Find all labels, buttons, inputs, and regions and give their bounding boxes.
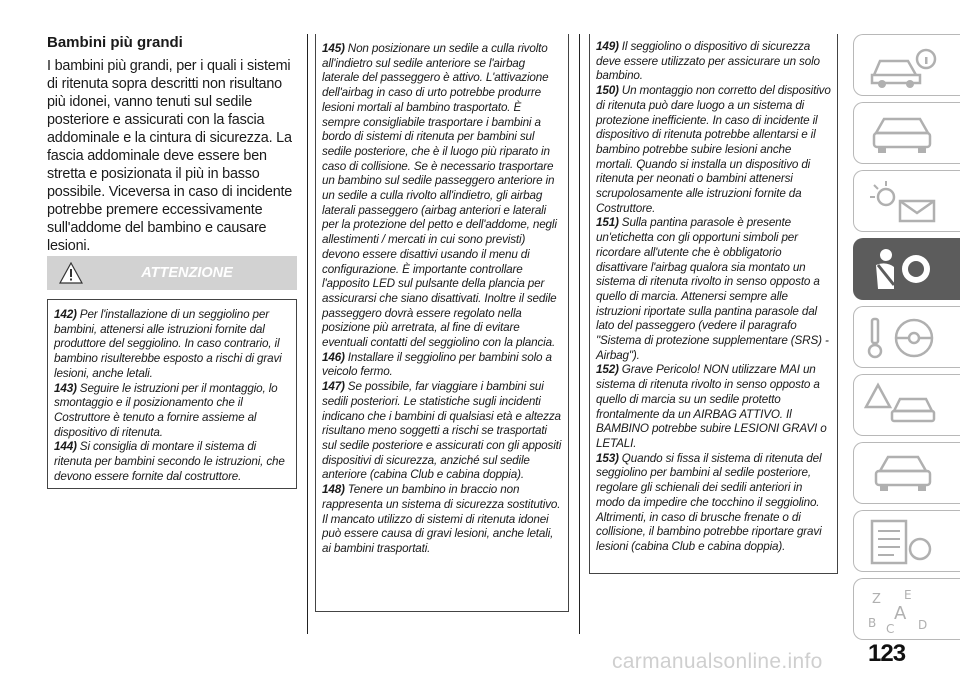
note-text: Grave Pericolo! NON utilizzare MAI un sistema di ritenuta rivolto in senso opposto a quello di marcia su un sedile protetto frontalmente da un AIRBAG ATTIVO. Il BAMBINO potrebbe subire LESIONI GRAVI o LETALI. (596, 363, 827, 450)
note-151 (596, 216, 831, 363)
tab-car-service[interactable] (853, 442, 960, 504)
note-text: Il seggiolino o dispositivo di sicurezza deve essere utilizzato per assicurare un solo bambino. (596, 40, 820, 83)
note-number: 149) (596, 40, 619, 53)
note-text: Se possibile, far viaggiare i bambini sui sedili posteriori. Le statistiche sugli incidenti indicano che i bambini di qualsiasi età e altezza risultano meno soggetti a rischi se trasportati sul sedile posteriore e assicurati con gli appositi dispositivi di sicurezza, anziché sul sedile anteriore (cabina Club e cabina doppia). (322, 380, 562, 482)
warning-box-col2 (315, 34, 569, 612)
note-number: 152) (596, 363, 619, 377)
note-144 (54, 440, 290, 484)
svg-text:E: E (904, 588, 912, 602)
tab-car-info[interactable] (853, 34, 960, 96)
note-148 (322, 483, 562, 557)
tab-car-dashboard[interactable] (853, 102, 960, 164)
note-145 (322, 42, 562, 351)
warning-box-col1 (47, 299, 297, 489)
note-text: Sulla pantina parasole è presente un'etichetta con gli opportuni simboli per ricordare all'utente che è obbligatorio disattivare l'airbag qualora sia montato un sistema di ritenuta rivolto in senso opposto a quello di marcia. Attenersi sempre alle istruzioni riportate sulla pantina parasole dal lato del passeggero (vedere il paragrafo "Sistema di protezione supplementare (SRS) - Airbag"). (596, 216, 829, 362)
note-number: 142) (54, 308, 77, 321)
note-number: 145) (322, 42, 345, 55)
warning-box-col3 (589, 34, 838, 574)
tab-data-list[interactable] (853, 510, 960, 572)
tab-key-steering[interactable] (853, 306, 960, 368)
note-150 (596, 84, 831, 216)
tab-seatbelt-airbag[interactable] (853, 238, 960, 300)
key-steering-icon (864, 313, 944, 363)
note-text: Non posizionare un sedile a culla rivolto all'indietro sul sedile anteriore se l'airbag laterale del passeggero è attivo. L'attivazione dell'airbag in caso di urto potrebbe produrre lesioni mortali al bambino trasportato. È sempre consigliabile trasportare i bambini a bordo di sistemi di ritenuta per bambini sul sedile posteriore, che è il luogo più riparato in caso di collisione. Se è necessario trasportare un bambino sul sedile passeggero anteriore in un sedile a culla rivolto all'indietro, gli airbag laterali passeggero (airbag anteriori e laterali per la protezione del petto e dell'addome, negli allestimenti / mercati in cui sono previsti) devono essere disattivi usando il menu di configurazione. È importante controllare l'apposito LED sul pulsante della plancia per assicurarsi che siano disattivati. Inoltre il sedile passeggero dovrà essere regolato nella posizione più arretrata, al fine di evitare eventuali contatti del seggiolino con la plancia. (322, 42, 557, 350)
note-146 (322, 351, 562, 380)
svg-text:A: A (894, 603, 907, 624)
svg-text:Z: Z (872, 592, 881, 607)
main-section (47, 34, 297, 255)
note-text: Un montaggio non corretto del dispositivo di ritenuta può dare luogo a un sistema di protezione inefficiente. In caso di incidente il dispositivo di ritenuta potrebbe allentarsi e il bambino potrebbe subire lesioni anche mortali. Quando si installa un dispositivo di ritenuta per neonati o bambini attenersi scrupolosamente alle istruzioni fornite da Costruttore. (596, 84, 831, 215)
column-divider (307, 34, 308, 634)
note-147 (322, 380, 562, 483)
note-number: 146) (322, 350, 345, 364)
note-number: 151) (596, 216, 619, 230)
svg-text:D: D (918, 618, 928, 632)
alphabet-index-icon (864, 585, 944, 635)
svg-text:B: B (868, 616, 877, 630)
notes-list (54, 308, 290, 484)
tab-warning-car[interactable] (853, 374, 960, 436)
note-number: 150) (596, 84, 619, 98)
warning-header (47, 256, 297, 290)
note-text: Installare il seggiolino per bambini solo a veicolo fermo. (322, 350, 552, 379)
note-text: Si consiglia di montare il sistema di ritenuta per bambini secondo le istruzioni, che devono essere fornite dal costruttore. (54, 440, 285, 483)
warning-title: ATTENZIONE (141, 265, 233, 281)
note-149 (596, 40, 831, 84)
section-title: Bambini più grandi (47, 34, 183, 51)
car-service-icon (864, 449, 944, 499)
tab-alphabet-index[interactable] (853, 578, 960, 640)
note-text: Quando si fissa il sistema di ritenuta del seggiolino per bambini al sedile posteriore, regolare gli schienali dei sedili anteriori in modo da impedire che tocchino il seggiolino. Altrimenti, in caso di brusche frenate o di collisione, il bambino potrebbe riportare gravi lesioni (cabina Club e cabina doppia). (596, 451, 822, 553)
car-info-icon (864, 41, 944, 91)
note-143 (54, 382, 290, 441)
watermark: carmanualsonline.info (612, 650, 823, 673)
note-number: 147) (322, 380, 345, 394)
note-153 (596, 452, 831, 555)
warning-car-icon (864, 381, 944, 431)
lights-mail-icon (864, 177, 944, 227)
tab-lights-mail[interactable] (853, 170, 960, 232)
seatbelt-airbag-icon (864, 245, 944, 295)
note-text: Tenere un bambino in braccio non rappresenta un sistema di sicurezza sostitutivo. Il mancato utilizzo di sistemi di ritenuta idonei può essere causa di gravi lesioni, anche letali, ai bambini trasportati. (322, 483, 561, 555)
note-number: 153) (596, 451, 619, 465)
data-list-icon (864, 517, 944, 567)
note-number: 144) (54, 440, 77, 454)
car-dashboard-icon (864, 109, 944, 159)
note-number: 143) (54, 381, 77, 395)
svg-text:C: C (886, 622, 895, 635)
note-152 (596, 363, 831, 451)
column-divider (579, 34, 580, 634)
note-text: Per l'installazione di un seggiolino per bambini, attenersi alle istruzioni fornite dal produttore del seggiolino. In caso contrario, il bambino risulterebbe esposto a rischi di gravi lesioni, anche letali. (54, 308, 282, 380)
page-number: 123 (868, 640, 906, 667)
note-text: Seguire le istruzioni per il montaggio, lo smontaggio e il posizionamento che il Costruttore è tenuto a fornire assieme al dispositivo di ritenuta. (54, 381, 278, 439)
section-body: I bambini più grandi, per i quali i sistemi di ritenuta sopra descritti non risultano più idonei, vanno tenuti sul sedile posteriore e assicurati con la fascia addominale e la cintura di sicurezza. La fascia addominale deve essere ben stretta e posizionata il più in basso possibile. Viceversa in caso di incidente potrebbe premere eccessivamente sull'addome del bambino e causare lesioni. (47, 58, 293, 254)
note-number: 148) (322, 483, 345, 497)
note-142 (54, 308, 290, 382)
